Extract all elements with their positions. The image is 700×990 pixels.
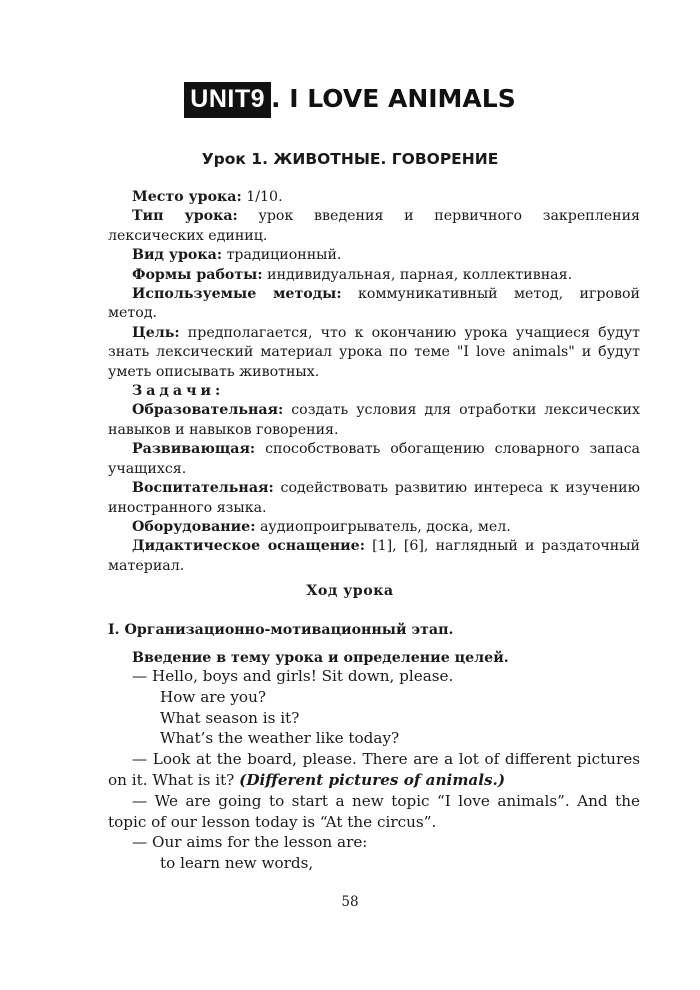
dialog-line: — Our aims for the lesson are: [132, 833, 368, 852]
unit-title [0, 82, 700, 118]
dialog-line: How are you? [160, 687, 266, 706]
meta-methods: Используемые методы: коммуникативный метод, игровой метод. [108, 286, 640, 322]
dialog-line: What season is it? [160, 708, 300, 727]
section-subheading: Введение в тему урока и определение целей. [132, 650, 509, 667]
dialog-line: — Look at the board, please. There are a lot of different pictures on it. What is it? (Different pictures of animals.) [108, 750, 640, 789]
lesson-title: Урок 1. ЖИВОТНЫЕ. ГОВОРЕНИЕ [201, 150, 499, 168]
lesson-flow-title: Ход урока [306, 583, 394, 599]
meta-didactic: Дидактическое оснащение: [1], [6], наглядный и раздаточный материал. [108, 538, 640, 574]
lesson-meta [108, 188, 640, 576]
unit-heading-text: . I LOVE ANIMALS [271, 84, 516, 113]
section-heading: I. Организационно-мотивационный этап. [108, 622, 454, 638]
meta-kind: Вид урока: традиционный. [132, 247, 342, 264]
dialog-line: What’s the weather like today? [160, 729, 400, 748]
page-number: 58 [341, 894, 359, 910]
meta-equipment: Оборудование: аудиопроигрыватель, доска, мел. [132, 518, 511, 535]
meta-educational: Образовательная: создать условия для отработки лексических навыков и навыков говорения. [108, 402, 640, 438]
meta-tasks-label: Задачи: [132, 383, 225, 400]
meta-type: Тип урока: урок введения и первичного закрепления лексических единиц. [108, 208, 641, 244]
unit-badge: UNIT9 [184, 82, 271, 118]
meta-goal: Цель: предполагается, что к окончанию урока учащиеся будут знать лексический материал урока по теме "I love animals" и будут уметь описывать животных. [108, 324, 640, 380]
dialog-block [108, 666, 640, 874]
section-heading-block [108, 621, 640, 669]
dialog-line: — Hello, boys and girls! Sit down, please. [132, 667, 454, 685]
dialog-line: to learn new words, [160, 854, 314, 873]
meta-upbringing: Воспитательная: содействовать развитию интереса к изучению иностранного языка. [108, 480, 640, 516]
dialog-line: — We are going to start a new topic “I love animals”. And the topic of our lesson today is “At the circus”. [108, 791, 640, 831]
italic-note: (Different pictures of animals.) [239, 770, 506, 789]
meta-developing: Развивающая: способствовать обогащению словарного запаса учащихся. [108, 441, 640, 477]
meta-forms: Формы работы: индивидуальная, парная, коллективная. [132, 266, 573, 283]
meta-place: Место урока: 1/10. [132, 189, 283, 205]
